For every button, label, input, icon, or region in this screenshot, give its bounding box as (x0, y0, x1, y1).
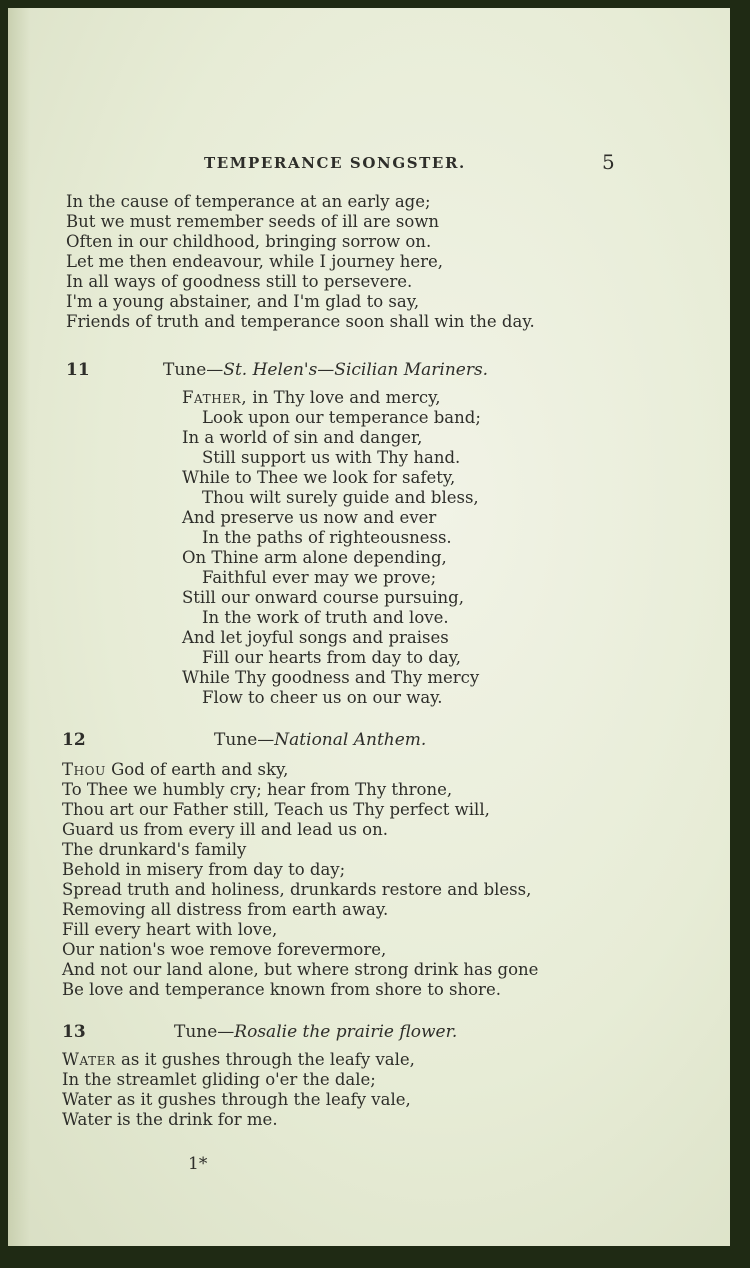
tune-heading (163, 360, 488, 380)
first-word: Father, (182, 388, 248, 407)
verse-line: Father, in Thy love and mercy, (182, 388, 441, 407)
page-gutter (8, 8, 30, 1246)
hymn-number: 11 (66, 360, 90, 380)
verse-line: Fill every heart with love, (62, 920, 278, 939)
verse-line: And let joyful songs and praises (182, 628, 449, 647)
verse-line: In a world of sin and danger, (182, 428, 423, 447)
verse-line: Thou God of earth and sky, (62, 760, 289, 779)
signature-mark: 1* (188, 1154, 208, 1174)
tune-prefix: Tune— (163, 360, 224, 380)
verse-line: Look upon our temperance band; (202, 408, 481, 427)
verse-line: But we must remember seeds of ill are sown (66, 212, 440, 231)
verse-line: On Thine arm alone depending, (182, 548, 447, 567)
verse-line: The drunkard's family (62, 840, 247, 859)
verse-line: Friends of truth and temperance soon shall win the day. (66, 312, 535, 331)
verse-line: Thou art our Father still, Teach us Thy perfect will, (62, 800, 490, 819)
verse-line: Let me then endeavour, while I journey here, (66, 252, 444, 271)
verse-line: Be love and temperance known from shore to shore. (62, 980, 501, 999)
book-page (8, 8, 730, 1246)
tune-name: Rosalie the prairie flower. (234, 1022, 458, 1042)
verse-line: While Thy goodness and Thy mercy (182, 668, 480, 687)
tune-heading (174, 1022, 457, 1042)
verse-line: Water is the drink for me. (62, 1110, 278, 1129)
verse-line: In the streamlet gliding o'er the dale; (62, 1070, 376, 1089)
verse-line: I'm a young abstainer, and I'm glad to say, (66, 292, 420, 311)
verse-line: Still support us with Thy hand. (202, 448, 461, 467)
verse-line: Water as it gushes through the leafy vale, (62, 1090, 411, 1109)
tune-name: National Anthem. (274, 730, 427, 750)
running-header: TEMPERANCE SONGSTER. (204, 154, 466, 172)
verse-line: Often in our childhood, bringing sorrow on. (66, 232, 432, 251)
verse-line: In the paths of righteousness. (202, 528, 452, 547)
verse-line: In the cause of temperance at an early age; (66, 192, 431, 211)
tune-prefix: Tune— (174, 1022, 235, 1042)
verse-line: Water as it gushes through the leafy vale, (62, 1050, 415, 1069)
tune-heading (214, 730, 426, 750)
verse-line: In the work of truth and love. (202, 608, 449, 627)
verse-line: To Thee we humbly cry; hear from Thy throne, (62, 780, 453, 799)
verse-line: Behold in misery from day to day; (62, 860, 346, 879)
first-word: Thou (62, 760, 106, 779)
verse-line: Our nation's woe remove forevermore, (62, 940, 387, 959)
hymn-number: 12 (62, 730, 86, 750)
verse-line: In all ways of goodness still to persevere. (66, 272, 413, 291)
verse-line: Flow to cheer us on our way. (202, 688, 443, 707)
hymn-number: 13 (62, 1022, 86, 1042)
verse-line: Removing all distress from earth away. (62, 900, 389, 919)
verse-line: And preserve us now and ever (182, 508, 437, 527)
verse-line: Guard us from every ill and lead us on. (62, 820, 388, 839)
page-number: 5 (602, 150, 615, 174)
verse-line: Still our onward course pursuing, (182, 588, 464, 607)
verse-line: Faithful ever may we prove; (202, 568, 437, 587)
tune-name: St. Helen's—Sicilian Mariners. (223, 360, 489, 380)
verse-line: Spread truth and holiness, drunkards restore and bless, (62, 880, 532, 899)
first-word: Water (62, 1050, 116, 1069)
tune-prefix: Tune— (214, 730, 275, 750)
verse-line: While to Thee we look for safety, (182, 468, 456, 487)
verse-line: And not our land alone, but where strong drink has gone (62, 960, 539, 979)
verse-line: Thou wilt surely guide and bless, (202, 488, 479, 507)
verse-line: Fill our hearts from day to day, (202, 648, 462, 667)
